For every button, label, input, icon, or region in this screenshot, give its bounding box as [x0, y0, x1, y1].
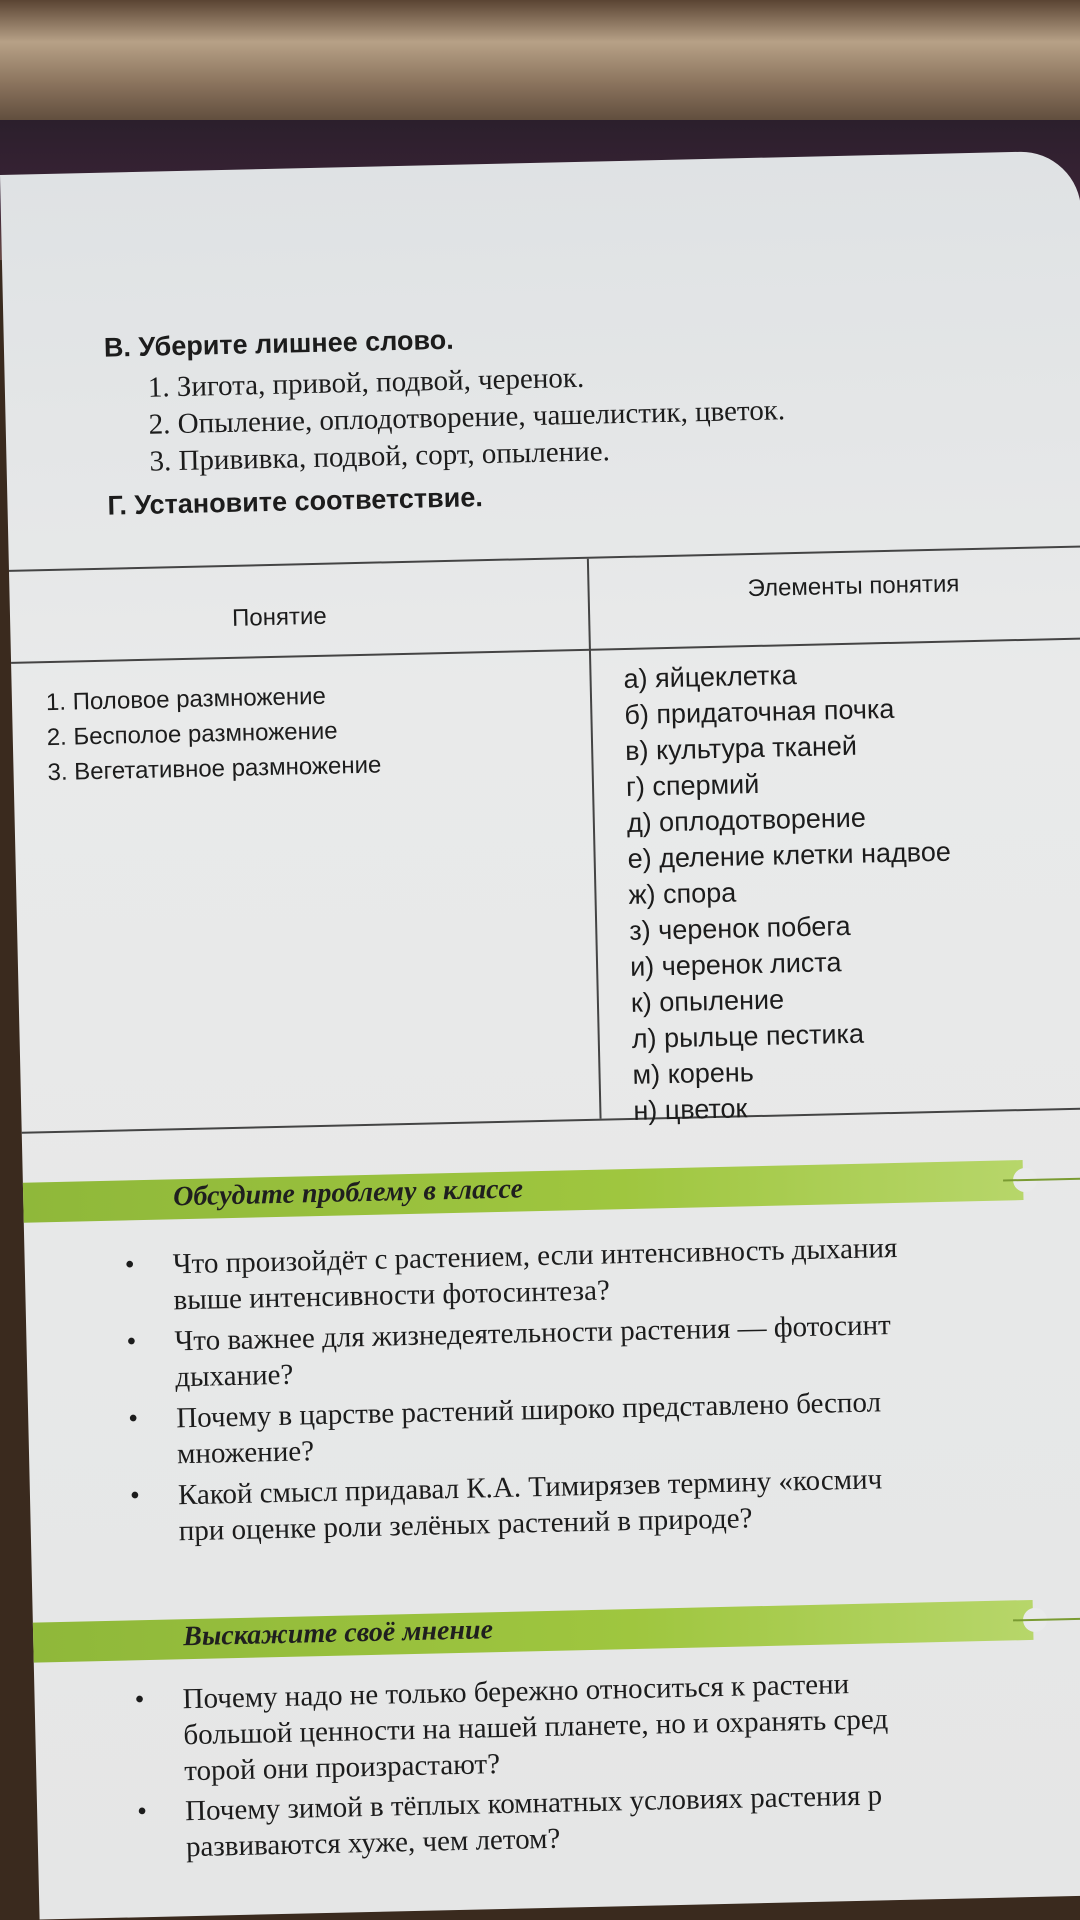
discuss-banner	[23, 1160, 1024, 1223]
concept-item: 2. Бесполое размножение	[46, 717, 338, 752]
element-item: е) деление клетки надвое	[627, 836, 952, 874]
bullet-line: выше интенсивности фотосинтеза?	[173, 1274, 611, 1317]
bullet-line: Почему надо не только бережно относиться к растени	[182, 1668, 850, 1716]
bullet-line: при оценке роли зелёных растений в природе?	[178, 1502, 753, 1548]
task-g-heading	[107, 482, 483, 522]
bullet-line: множение?	[176, 1435, 315, 1471]
bullet-text	[174, 1307, 892, 1395]
table-column-divider	[587, 559, 602, 1119]
task-g-letter: Г.	[107, 490, 128, 521]
textbook-page	[0, 150, 1080, 1919]
task-v-item-1: 1. Зигота, привой, подвой, черенок.	[147, 361, 585, 404]
element-item: а) яйцеклетка	[623, 660, 798, 694]
concept-item: 3. Вегетативное размножение	[47, 751, 382, 787]
bullet-text	[172, 1230, 898, 1318]
element-item: г) спермий	[625, 768, 760, 802]
element-item: з) черенок побега	[628, 910, 851, 946]
discuss-banner-title: Обсудите проблему в классе	[172, 1173, 524, 1213]
column-header-concept: Понятие	[231, 602, 327, 632]
show-through-text	[723, 309, 729, 332]
element-item: д) оплодотворение	[626, 802, 867, 838]
bullet-line: Почему зимой в тёплых комнатных условиях растения р	[184, 1779, 883, 1828]
bullet-dot-icon: •	[136, 1796, 148, 1828]
bullet-dot-icon: •	[134, 1684, 145, 1716]
wooden-shelf-background	[0, 0, 1080, 140]
bullet-line: Что произойдёт с растением, если интенсивность дыхания	[172, 1231, 898, 1281]
element-item: к) опыление	[630, 984, 785, 1018]
bullet-text	[185, 1777, 884, 1865]
element-item: и) черенок листа	[629, 947, 842, 982]
bullet-text	[182, 1665, 889, 1789]
task-v-letter: В.	[103, 332, 132, 363]
bullet-dot-icon: •	[124, 1249, 135, 1281]
table-header-divider	[11, 637, 1080, 664]
bullet-line: торой они произрастают?	[183, 1748, 501, 1788]
bullet-dot-icon: •	[127, 1403, 139, 1435]
bullet-line: Почему в царстве растений широко представлено беспол	[175, 1386, 882, 1435]
element-item: ж) спора	[628, 877, 737, 910]
task-g-title: Установите соответствие.	[134, 482, 484, 521]
task-v-heading	[104, 325, 454, 364]
bullet-dot-icon: •	[126, 1326, 137, 1358]
column-header-elements: Элементы понятия	[747, 570, 960, 603]
opinion-banner-title: Выскажите своё мнение	[182, 1614, 494, 1653]
bullet-text	[178, 1461, 884, 1549]
task-v-title: Уберите лишнее слово.	[138, 324, 455, 362]
bullet-line: развиваются хуже, чем летом?	[185, 1822, 561, 1864]
matching-table	[9, 545, 1080, 1133]
element-item: б) придаточная почка	[624, 693, 895, 730]
task-v-item-2: 2. Опыление, оплодотворение, чашелистик, цветок.	[148, 394, 786, 441]
element-item: в) культура тканей	[624, 730, 858, 766]
element-item: н) цветок	[633, 1093, 748, 1126]
bullet-dot-icon: •	[129, 1480, 141, 1512]
bullet-text	[176, 1384, 882, 1472]
bullet-line: Что важнее для жизнедеятельности растения — фотосинт	[174, 1309, 892, 1358]
task-v-item-3: 3. Прививка, подвой, сорт, опыление.	[149, 435, 611, 478]
bullet-line: дыхание?	[174, 1358, 294, 1394]
bullet-line: Какой смысл придавал К.А. Тимирязев термину «космич	[177, 1463, 883, 1512]
element-item: м) корень	[632, 1057, 755, 1090]
concept-item: 1. Половое размножение	[45, 682, 327, 717]
opinion-banner	[33, 1600, 1034, 1663]
bullet-line: большой ценности на нашей планете, но и охранять сред	[183, 1703, 889, 1752]
element-item: л) рыльце пестика	[631, 1018, 865, 1054]
